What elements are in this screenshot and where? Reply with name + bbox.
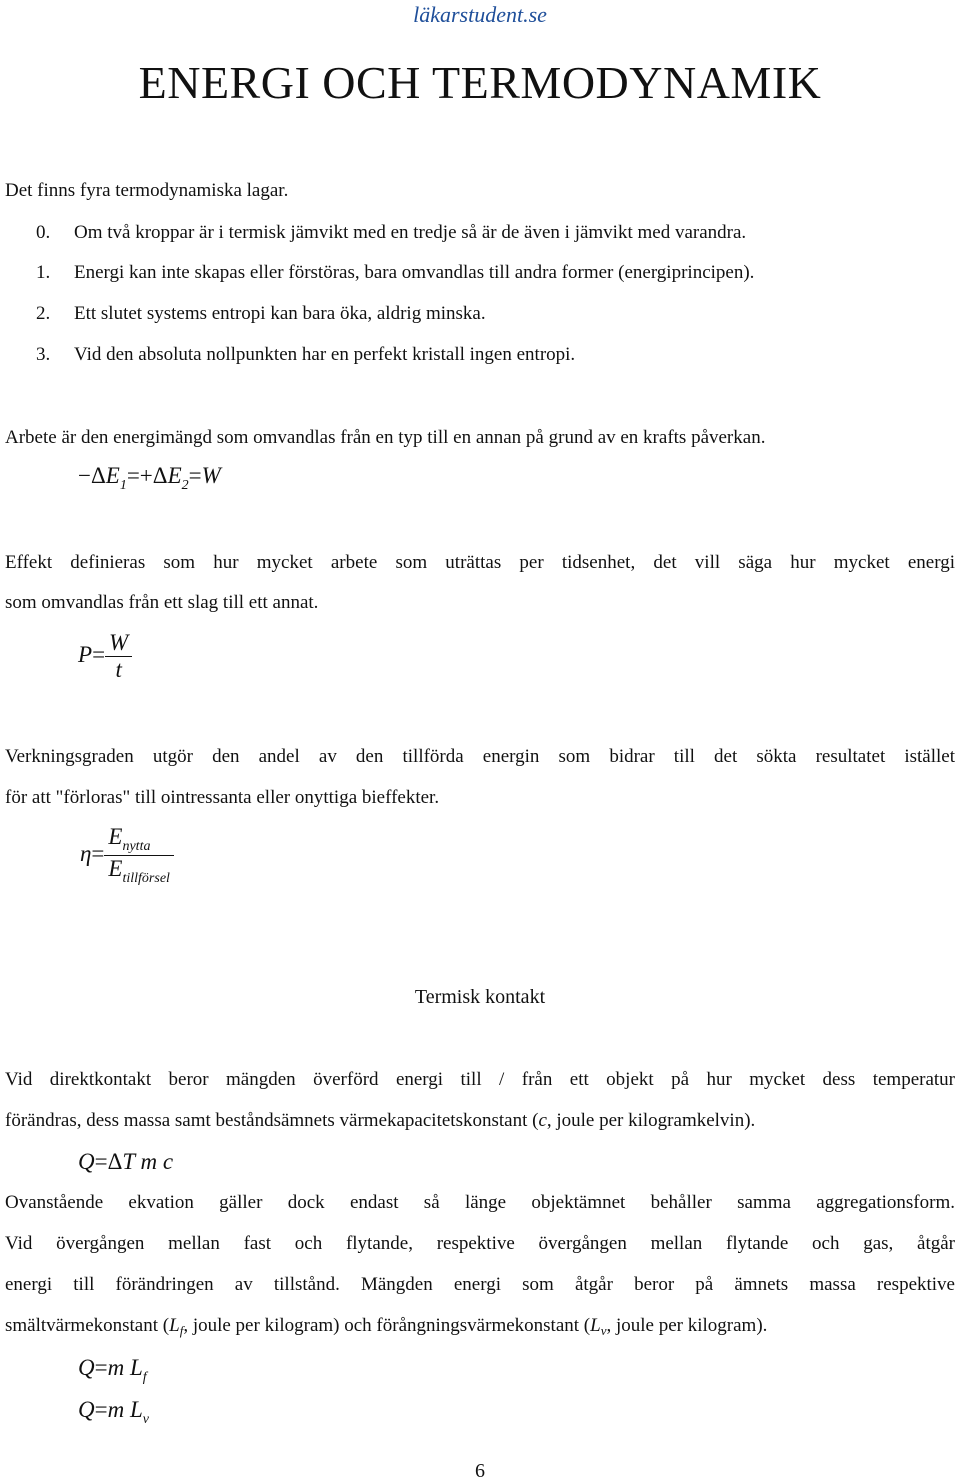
thermal-paragraph-line: energi till förändringen av tillstånd. Mängden energi som åtgår beror på ämnets massa respektive [5, 1274, 955, 1295]
heat-equation: Q=ΔT m c [78, 1149, 174, 1174]
law-number: 3. [36, 344, 51, 365]
law-item [36, 303, 486, 325]
fusion-equation: Q=m $L_f$ [78, 1355, 147, 1385]
site-watermark: läkarstudent.se [413, 2, 547, 27]
law-text: Energi kan inte skapas eller förstöras, bara omvandlas till andra former (energiprincipen). [74, 262, 755, 283]
law-text: Ett slutet systems entropi kan bara öka, aldrig minska. [74, 303, 486, 324]
thermal-paragraph-line: Vid direktkontakt beror mängden överförd energi till / från ett objekt på hur mycket dess temperatur [5, 1069, 955, 1090]
page-title: ENERGI OCH TERMODYNAMIK [138, 57, 822, 108]
power-paragraph-line: som omvandlas från ett slag till ett annat. [5, 592, 319, 613]
law-number: 2. [36, 303, 51, 324]
law-text: Om två kroppar är i termisk jämvikt med en tredje så är de även i jämvikt med varandra. [74, 222, 747, 243]
fraction: $\frac{W}{t}$ [105, 630, 132, 683]
law-number: 1. [36, 262, 51, 283]
thermal-paragraph-line: Ovanstående ekvation gäller dock endast så länge objektämnet behåller samma aggregationsform. [5, 1192, 955, 1213]
efficiency-paragraph-line: för att "förloras" till ointressanta eller onyttiga bieffekter. [5, 787, 440, 808]
law-item [36, 262, 754, 284]
section-heading: Termisk kontakt [414, 986, 546, 1008]
vaporization-equation: Q=m $L_v$ [78, 1397, 149, 1427]
page-number: 6 [475, 1460, 485, 1482]
efficiency-paragraph-line: Verkningsgraden utgör den andel av den tillförda energin som bidrar till det sökta resultatet istället [5, 746, 955, 767]
fraction: $\frac{E_{nytta}}{E_{tillförsel}}$ [104, 824, 174, 887]
laws-intro: Det finns fyra termodynamiska lagar. [5, 180, 289, 201]
efficiency-equation: η= $\frac{E_{nytta}}{E_{tillförsel}}$ [80, 824, 174, 887]
power-paragraph-line: Effekt definieras som hur mycket arbete som uträttas per tidsenhet, det vill säga hur mycket energi [5, 552, 955, 573]
thermal-paragraph-line: förändras, dess massa samt beståndsämnets värmekapacitetskonstant (c, joule per kilogramkelvin). [5, 1110, 756, 1131]
power-equation: P= $\frac{W}{t}$ [78, 630, 132, 683]
law-item [36, 222, 746, 244]
work-paragraph: Arbete är den energimängd som omvandlas från en typ till en annan på grund av en krafts påverkan. [5, 427, 766, 448]
law-number: 0. [36, 222, 51, 243]
law-text: Vid den absoluta nollpunkten har en perfekt kristall ingen entropi. [74, 344, 576, 365]
law-item [36, 344, 575, 366]
thermal-paragraph-line: Vid övergången mellan fast och flytande, respektive övergången mellan flytande och gas, åtgår [5, 1233, 955, 1254]
work-equation: $-\Delta E_1=+\Delta E_2=W$ [78, 463, 221, 493]
thermal-paragraph-line: smältvärmekonstant ($L_f$, joule per kilogram) och förångningsvärmekonstant ($L_v$, joule per kilogram). [5, 1315, 768, 1338]
